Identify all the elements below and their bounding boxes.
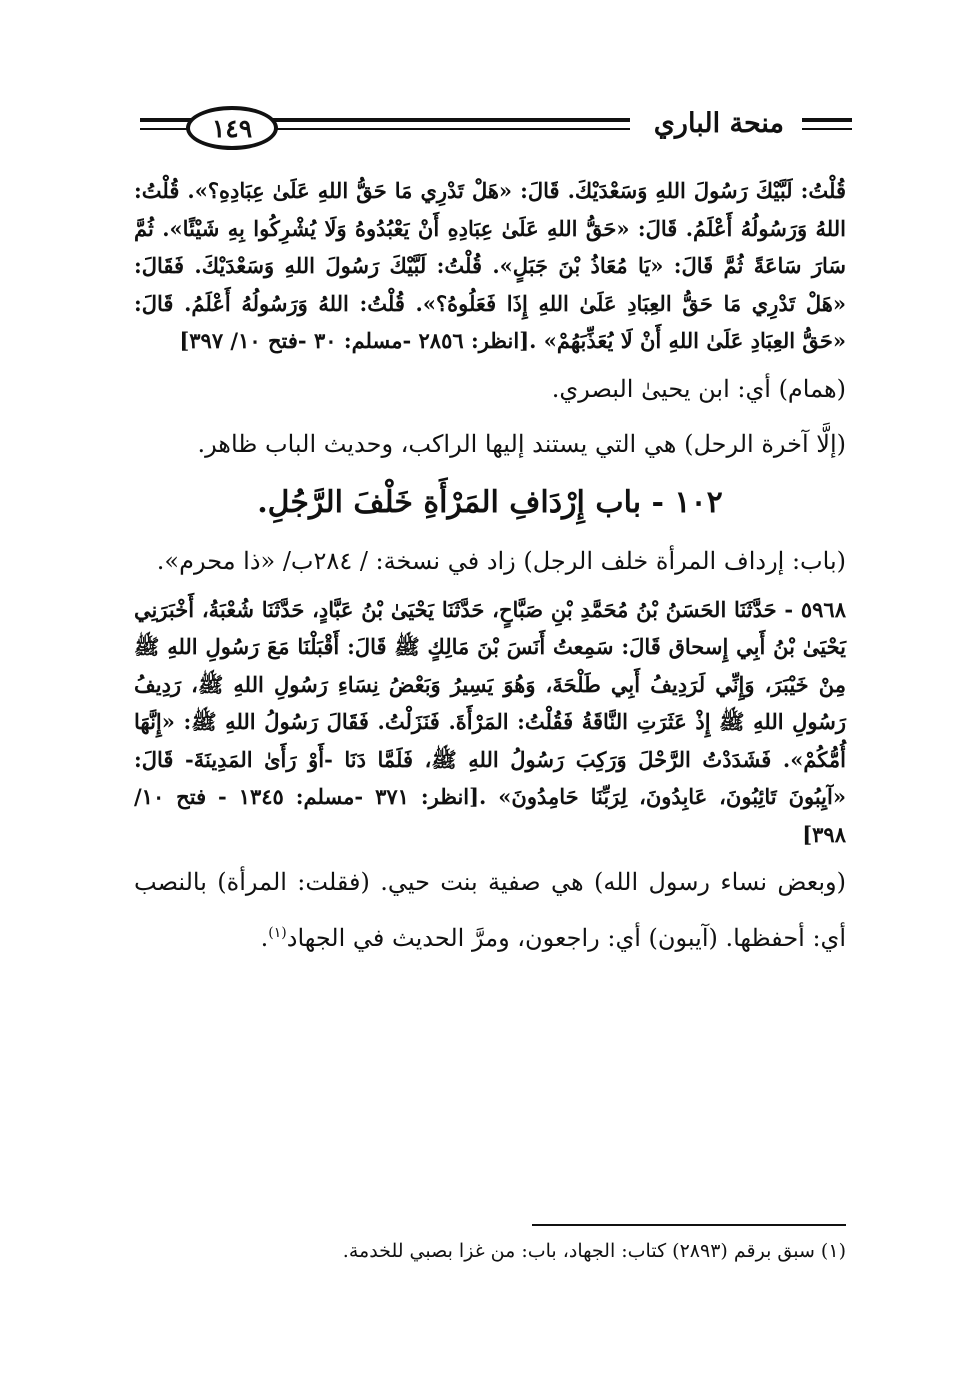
footnote-separator [532,1224,846,1226]
commentary-rahl: (إلَّا آخرة الرحل) هي التي يستند إليها الراكب، وحديث الباب ظاهر. [197,429,846,458]
page-body [134,172,846,964]
header-rule-right-top [802,118,852,122]
chapter-heading: ١٠٢ - باب إِرْدَافِ المَرْأَةِ خَلْفَ الرَّجُلِ. [257,484,723,520]
footnote-marker: (١) [268,925,287,941]
commentary-hammam: (همام) أي: ابن يحيىٰ البصري. [551,374,846,403]
commentary-safiyya [134,857,846,964]
page-header [140,96,852,166]
hadith-continuation: قُلْتُ: لَبَّيْكَ رَسُولَ اللهِ وَسَعْدَيْكَ. قَالَ: «هَلْ تَدْرِي مَا حَقُّ اللهِ عَلَىٰ عِبَادِهِ؟». قُلْتُ: اللهُ وَرَسُولُهُ أَعْلَمُ. قَالَ: «حَقُّ اللهِ عَلَىٰ عِبَادِهِ أَنْ يَعْبُدُوهُ وَلَا يُشْرِكُوا بِهِ شَيْئًا». ثُمَّ سَارَ سَاعَةً ثُمَّ قَالَ: «يَا مُعَاذُ بْنَ جَبَلٍ». قُلْتُ: لَبَّيْكَ رَسُولَ اللهِ وَسَعْدَيْكَ. فَقَالَ: «هَلْ تَدْرِي مَا حَقُّ العِبَادِ عَلَىٰ اللهِ إِذَا فَعَلُوهُ؟». قُلْتُ: اللهُ وَرَسُولُهُ أَعْلَمُ. قَالَ: «حَقُّ العِبَادِ عَلَىٰ اللهِ أَنْ لَا يُعَذِّبَهُمْ» .[انظر: ٢٨٥٦ -مسلم: ٣٠ -فتح ١٠/ ٣٩٧] [134,178,846,353]
commentary-end: . [260,924,269,952]
page-number: ١٤٩ [186,106,278,150]
footnote-1: (١) سبق برقم (٢٨٩٣) كتاب: الجهاد، باب: من غزا بصبي للخدمة. [342,1240,846,1262]
header-rule-middle-top [270,118,630,122]
header-rule-middle-bottom [270,128,630,130]
chapter-note: (باب: إرداف المرأة خلف الرجل) زاد في نسخة: / ٢٨٤ب/ «ذا محرم». [156,546,846,575]
commentary-safiyya-text: (وبعض نساء رسول الله) هي صفية بنت حيي. (فقلت: المرأة) بالنصب أي: أحفظها. (آيبون) أي: راجعون، ومرَّ الحديث في الجهاد [134,868,846,952]
header-rule-right-bottom [802,128,852,130]
hadith-5968: ٥٩٦٨ - حَدَّثَنَا الحَسَنُ بْنُ مُحَمَّدِ بْنِ صَبَّاحٍ، حَدَّثَنَا يَحْيَىٰ بْنُ عَبَّادٍ، حَدَّثَنَا شُعْبَةُ، أَخْبَرَنِي يَحْيَىٰ بْنُ أَبِي إِسحاق قَالَ: سَمِعتُ أَنَسَ بْنَ مَالِكٍ ﷺ قَالَ: أَقْبَلْنَا مَعَ رَسُولِ اللهِ ﷺ مِنْ خَيْبَرَ، وَإِنِّي لَرَدِيفُ أَبِي طَلْحَةَ، وَهُوَ يَسِيرُ وَبَعْضُ نِسَاءِ رَسُولِ اللهِ ﷺ، رَدِيفُ رَسُولِ اللهِ ﷺ إِذْ عَثَرَتِ النَّاقَةُ فَقُلْتُ: المَرْأَةَ. فَنَزَلْتُ. فَقَالَ رَسُولُ اللهِ ﷺ: «إِنَّهَا أُمُّكُمْ». فَشَدَدْتُ الرَّحْلَ وَرَكِبَ رَسُولُ اللهِ ﷺ، فَلَمَّا دَنَا -أَوْ رَأَىٰ المَدِينَةَ- قَالَ: «آيِبُونَ تَائِبُونَ، عَابِدُونَ، لِرَبِّنَا حَامِدُونَ» .[انظر: ٣٧١ -مسلم: ١٣٤٥ - فتح ١٠/ ٣٩٨] [134,596,846,847]
book-title: منحة الباري [653,108,784,139]
